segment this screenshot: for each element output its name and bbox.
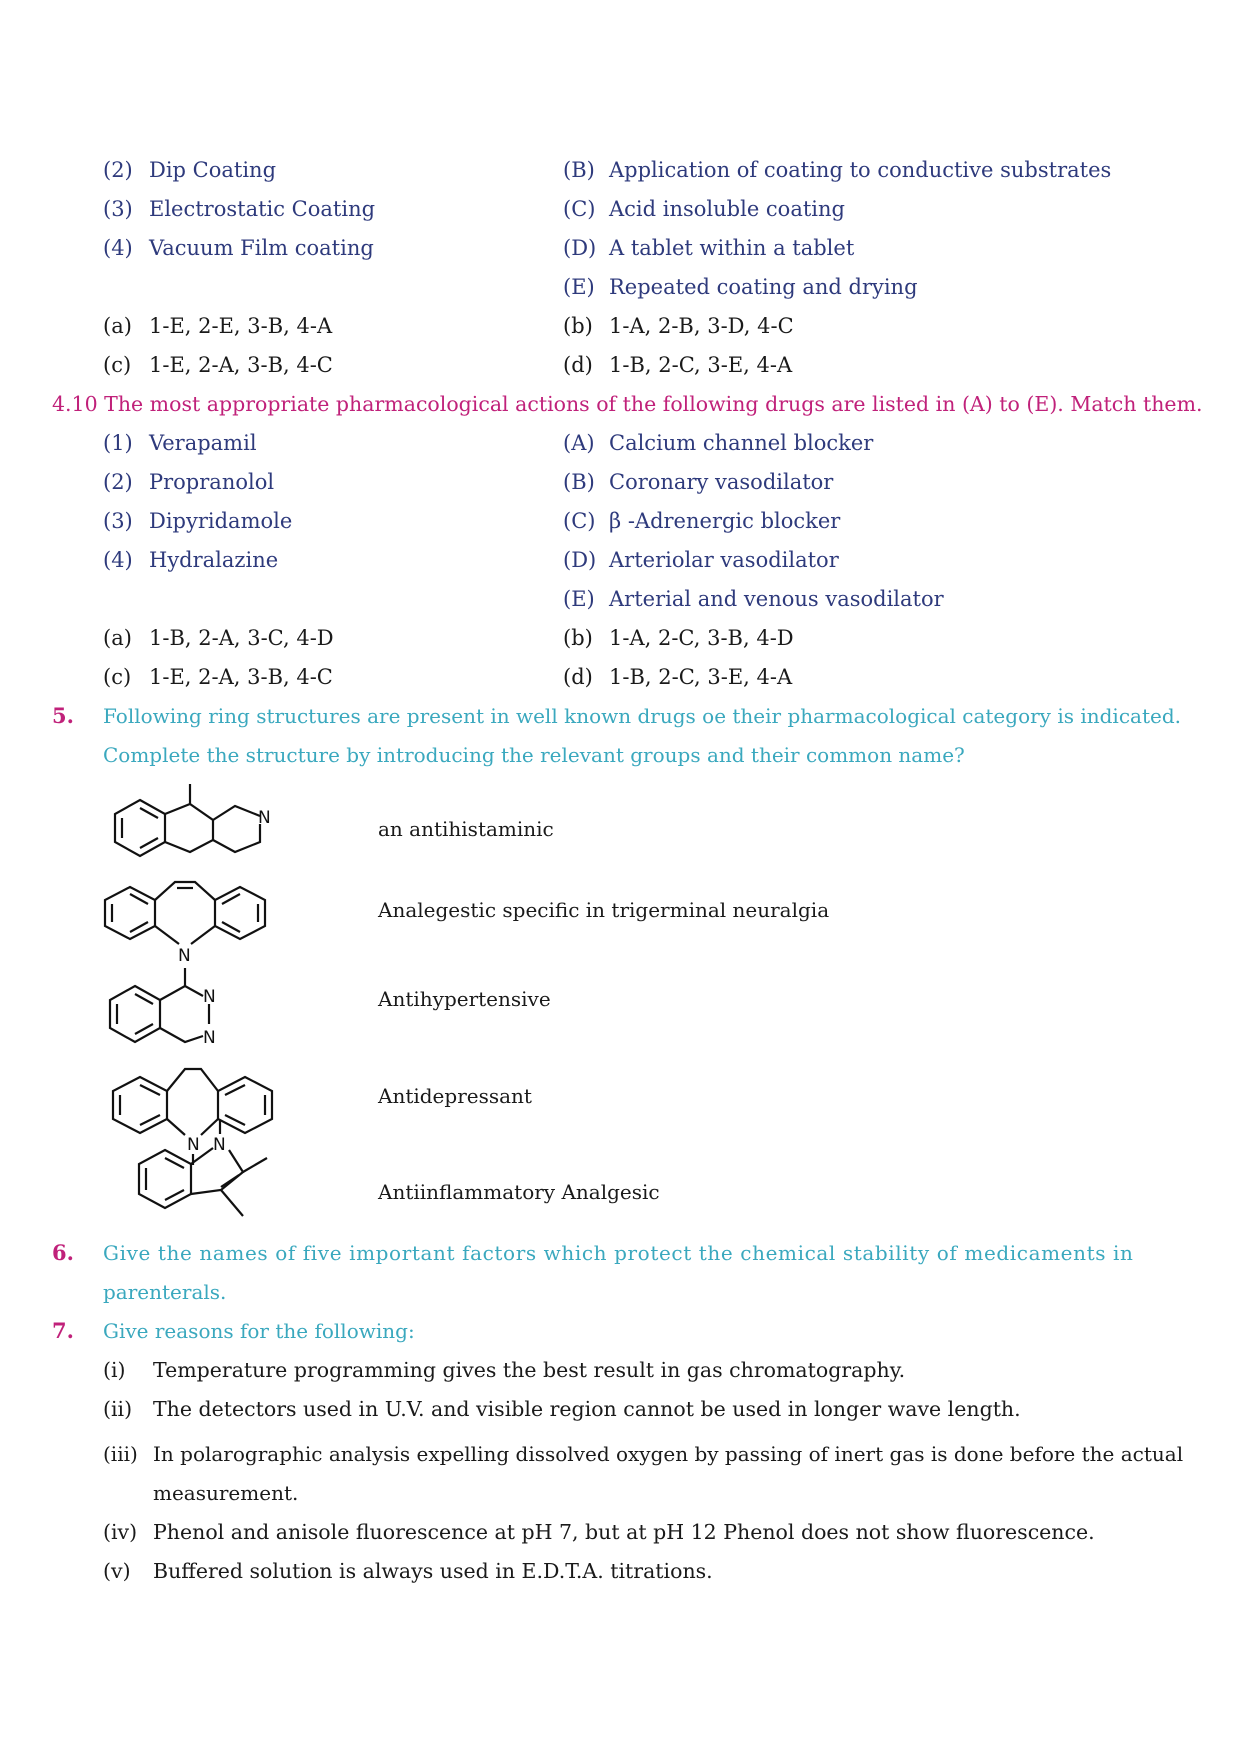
q4-10-right-e: (E) Arterial and venous vasodilator [563, 587, 944, 611]
structure-phthalazine [95, 960, 255, 1060]
q4-9-option-c: (c) 1-E, 2-A, 3-B, 4-C [103, 353, 333, 377]
q4-10-left-4: (4) Hydralazine [103, 548, 279, 572]
q7-item-iv: (iv) Phenol and anisole fluorescence at pH 7, but at pH 12 Phenol does not show fluorescence. [103, 1520, 1095, 1544]
q4-10-right-a: (A) Calcium channel blocker [563, 431, 874, 455]
q7-item-v: (v) Buffered solution is always used in E.D.T.A. titrations. [103, 1559, 713, 1583]
q4-10-right-b: (B) Coronary vasodilator [563, 470, 834, 494]
q4-10-option-a: (a) 1-B, 2-A, 3-C, 4-D [103, 626, 334, 650]
q7-item-ii: (ii) The detectors used in U.V. and visible region cannot be used in longer wave length. [103, 1397, 1021, 1421]
q4-10-left-1: (1) Verapamil [103, 431, 257, 455]
category-trigeminal-analgesic: Analegestic specific in trigerminal neuralgia [378, 898, 830, 922]
q4-9-left-2: (2) Dip Coating [103, 158, 277, 182]
q4-10-option-b: (b) 1-A, 2-C, 3-B, 4-D [563, 626, 794, 650]
q6-number: 6. [52, 1240, 74, 1265]
q7-number: 7. [52, 1318, 74, 1343]
q4-10-option-c: (c) 1-E, 2-A, 3-B, 4-C [103, 665, 333, 689]
q4-10-left-3: (3) Dipyridamole [103, 509, 293, 533]
q6-line-2: parenterals. [103, 1280, 227, 1304]
q4-9-left-3: (3) Electrostatic Coating [103, 197, 376, 221]
q5-line-2: Complete the structure by introducing the relevant groups and their common name? [103, 743, 965, 767]
q5-number: 5. [52, 703, 74, 728]
category-antihypertensive: Antihypertensive [378, 987, 551, 1011]
q7-item-iii-continuation: measurement. [153, 1481, 299, 1505]
q4-10-option-d: (d) 1-B, 2-C, 3-E, 4-A [563, 665, 793, 689]
category-antihistaminic: an antihistaminic [378, 817, 554, 841]
atom-label-n: N [178, 946, 191, 966]
q4-9-option-b: (b) 1-A, 2-B, 3-D, 4-C [563, 314, 794, 338]
atom-label-n: N [213, 1135, 226, 1155]
q7-stem: Give reasons for the following: [103, 1319, 415, 1343]
q4-10-right-d: (D) Arteriolar vasodilator [563, 548, 839, 572]
category-antiinflammatory-analgesic: Antiinflammatory Analgesic [378, 1180, 660, 1204]
q4-9-option-a: (a) 1-E, 2-E, 3-B, 4-A [103, 314, 333, 338]
q7-item-i: (i) Temperature programming gives the best result in gas chromatography. [103, 1358, 906, 1382]
atom-label-n: N [258, 808, 271, 828]
q4-10-left-2: (2) Propranolol [103, 470, 275, 494]
atom-label-n: N [187, 1135, 200, 1155]
structure-antihistaminic [95, 768, 295, 878]
structure-dibenzazepine [95, 872, 275, 967]
q4-9-right-b: (B) Application of coating to conductive substrates [563, 158, 1112, 182]
q5-line-1: Following ring structures are present in well known drugs oe their pharmacological category is indicated. [103, 704, 1181, 728]
q6-line-1: Give the names of five important factors which protect the chemical stability of medicaments in [103, 1241, 1134, 1265]
atom-label-n: N [203, 1028, 216, 1048]
atom-label-n: N [203, 987, 216, 1007]
category-antidepressant: Antidepressant [378, 1084, 532, 1108]
q7-item-iii: (iii) In polarographic analysis expelling dissolved oxygen by passing of inert gas is done before the actual [103, 1442, 1184, 1466]
q4-10-stem: 4.10 The most appropriate pharmacological actions of the following drugs are listed in (A) to (E). Match them. [52, 392, 1203, 416]
q4-10-right-c: (C) β -Adrenergic blocker [563, 509, 841, 533]
q4-9-right-c: (C) Acid insoluble coating [563, 197, 845, 221]
q4-9-option-d: (d) 1-B, 2-C, 3-E, 4-A [563, 353, 793, 377]
structure-antiinflammatory [125, 1120, 305, 1230]
q4-9-right-e: (E) Repeated coating and drying [563, 275, 918, 299]
q4-9-right-d: (D) A tablet within a tablet [563, 236, 855, 260]
q4-9-left-4: (4) Vacuum Film coating [103, 236, 374, 260]
